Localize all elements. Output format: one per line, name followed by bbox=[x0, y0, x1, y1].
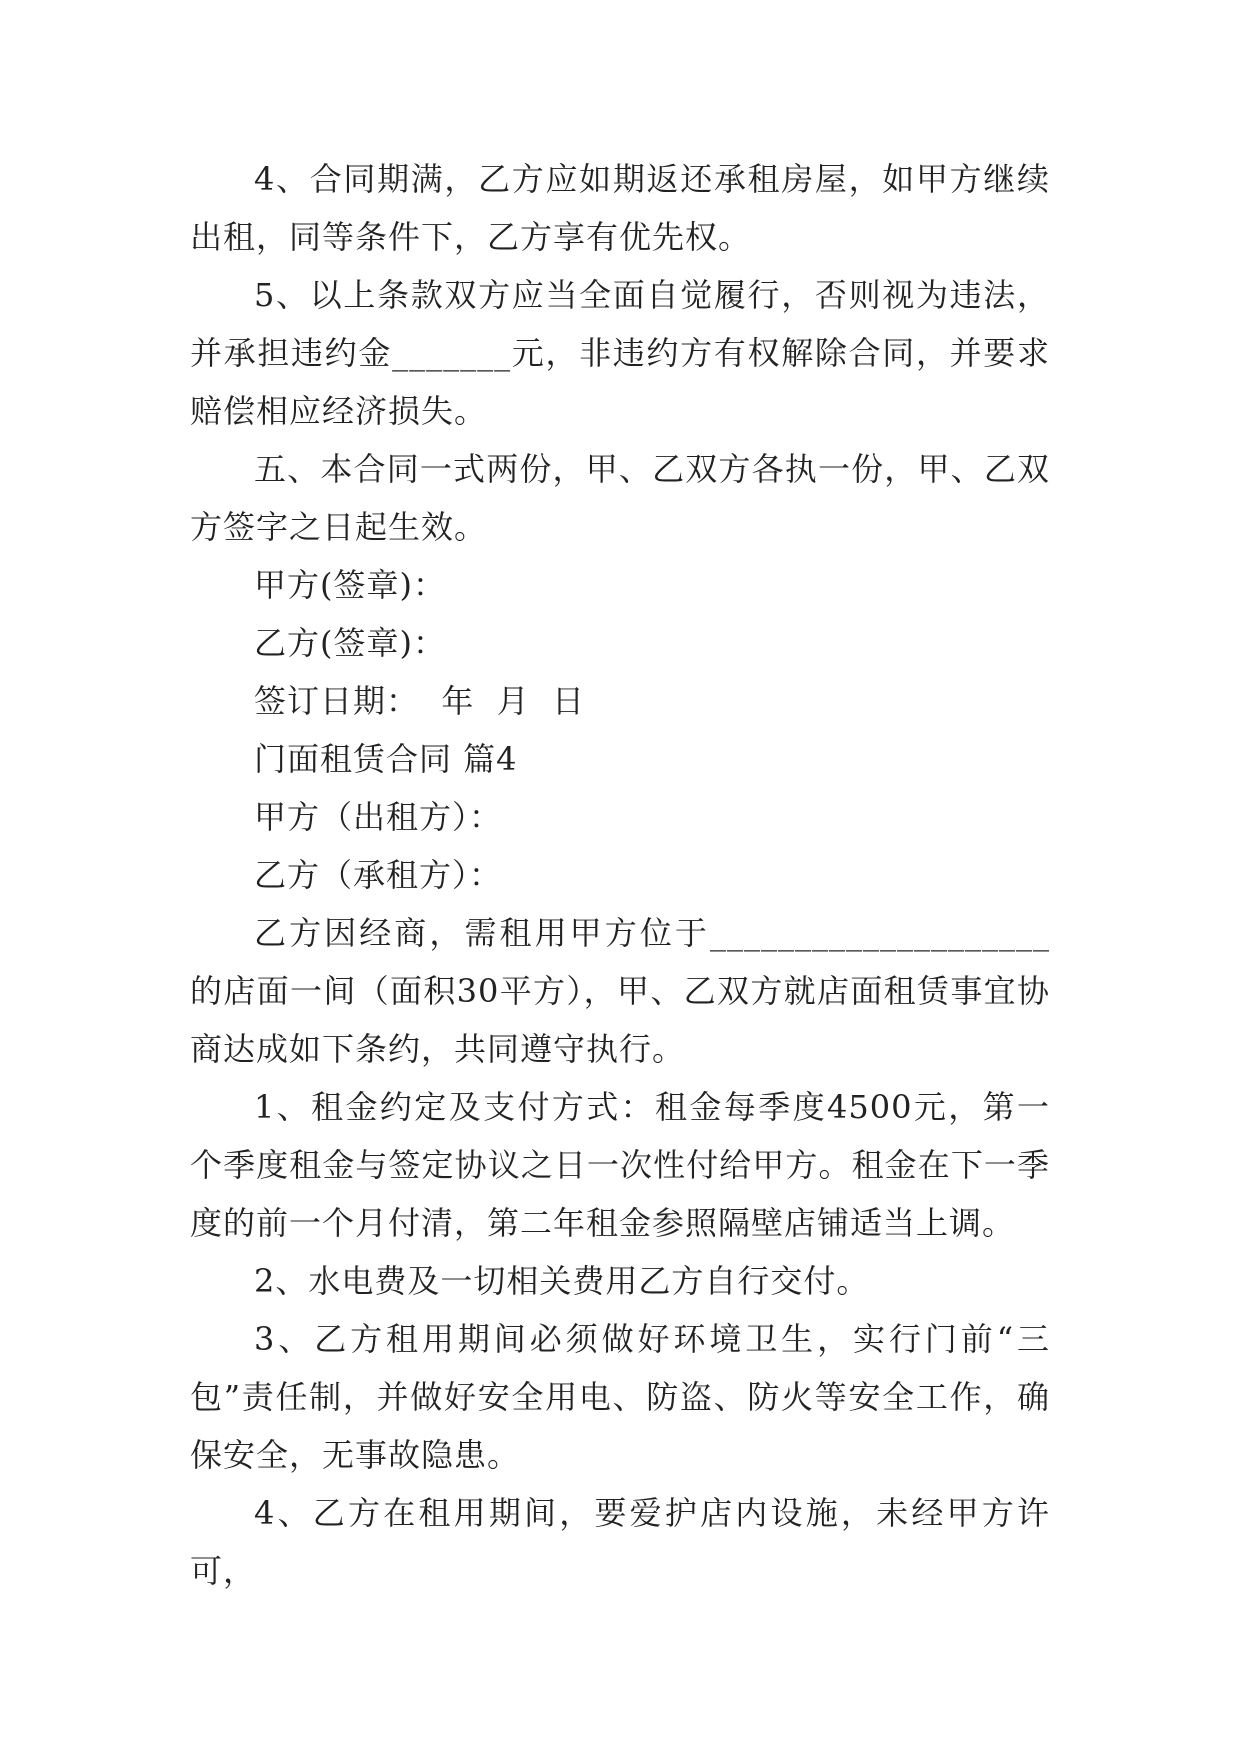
party-b-signature: 乙方(签章)： bbox=[254, 624, 446, 662]
party-a-signature: 甲方(签章)： bbox=[254, 566, 446, 604]
clause-five-copies: 五、本合同一式两份，甲、乙双方各执一份，甲、乙双方签字之日起生效。 bbox=[190, 450, 1050, 546]
clause-4-lease-expiry: 4、合同期满，乙方应如期返还承租房屋，如甲方继续出租，同等条件下，乙方享有优先权。 bbox=[190, 160, 1050, 256]
document-page bbox=[190, 150, 1050, 1600]
party-a-lessor: 甲方（出租方）： bbox=[254, 798, 503, 836]
preamble: 乙方因经商，需租用甲方位于____________________的店面一间（面积30平方），甲、乙双方就店面租赁事宜协商达成如下条约，共同遵守执行。 bbox=[190, 914, 1050, 1068]
clause-5-breach-penalty: 5、以上条款双方应当全面自觉履行，否则视为违法，并承担违约金_______元，非违约方有权解除合同，并要求赔偿相应经济损失。 bbox=[190, 276, 1050, 430]
clause-4-facilities: 4、乙方在租用期间，要爱护店内设施，未经甲方许可， bbox=[190, 1494, 1050, 1590]
signing-date: 签订日期： 年 月 日 bbox=[254, 682, 586, 720]
party-b-lessee: 乙方（承租方）： bbox=[254, 856, 503, 894]
clause-3-hygiene-safety: 3、乙方租用期间必须做好环境卫生，实行门前“三包”责任制，并做好安全用电、防盗、防火等安全工作，确保安全，无事故隐患。 bbox=[190, 1320, 1050, 1474]
clause-1-rent-payment: 1、租金约定及支付方式：租金每季度4500元，第一个季度租金与签定协议之日一次性付给甲方。租金在下一季度的前一个月付清，第二年租金参照隔壁店铺适当上调。 bbox=[190, 1088, 1050, 1242]
clause-2-utilities: 2、水电费及一切相关费用乙方自行交付。 bbox=[254, 1262, 870, 1300]
section-title: 门面租赁合同 篇4 bbox=[254, 740, 518, 778]
